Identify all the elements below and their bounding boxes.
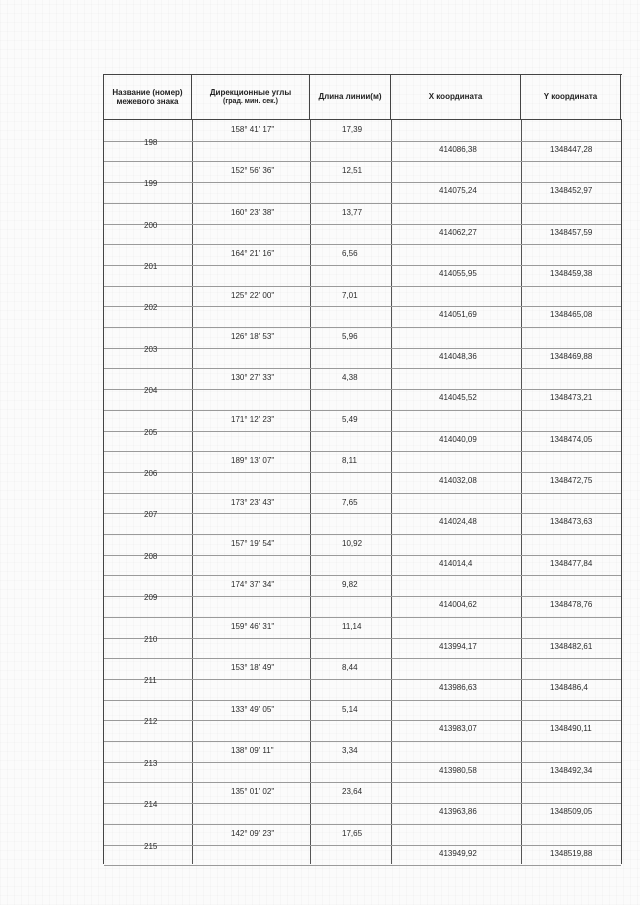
column-divider	[310, 120, 311, 864]
row-divider	[104, 161, 621, 162]
header-angles-line2: (град. мин. сек.)	[223, 97, 278, 105]
length-cell: 7,01	[342, 291, 358, 300]
angle-cell: 173° 23' 43"	[231, 498, 275, 507]
row-divider	[104, 555, 621, 556]
row-divider	[104, 679, 621, 680]
row-divider	[104, 389, 621, 390]
angle-cell: 174° 37' 34"	[231, 580, 275, 589]
x-coordinate-cell: 414062,27	[439, 228, 477, 237]
point-name-cell: 213	[144, 759, 158, 768]
y-coordinate-cell: 1348473,63	[550, 517, 593, 526]
point-name-cell: 209	[144, 593, 158, 602]
row-divider	[104, 824, 621, 825]
x-coordinate-cell: 414075,24	[439, 186, 477, 195]
y-coordinate-cell: 1348473,21	[550, 393, 593, 402]
angle-cell: 152° 56' 36"	[231, 166, 275, 175]
header-point-name-line2: межевого знака	[116, 97, 179, 106]
x-coordinate-cell: 413986,63	[439, 683, 477, 692]
y-coordinate-cell: 1348492,34	[550, 766, 593, 775]
angle-cell: 159° 46' 31"	[231, 622, 275, 631]
angle-cell: 164° 21' 16"	[231, 249, 275, 258]
x-coordinate-cell: 413949,92	[439, 849, 477, 858]
length-cell: 17,65	[342, 829, 363, 838]
length-cell: 7,65	[342, 498, 358, 507]
row-divider	[104, 286, 621, 287]
point-name-cell: 202	[144, 303, 158, 312]
header-length: Длина линии(м)	[310, 75, 391, 119]
point-name-cell: 207	[144, 510, 158, 519]
y-coordinate-cell: 1348465,08	[550, 310, 593, 319]
length-cell: 8,11	[342, 456, 357, 465]
y-coordinate-cell: 1348486,4	[550, 683, 588, 692]
row-divider	[104, 224, 621, 225]
table-body	[104, 120, 622, 864]
x-coordinate-cell: 414004,62	[439, 600, 477, 609]
length-cell: 13,77	[342, 208, 363, 217]
y-coordinate-cell: 1348457,59	[550, 228, 593, 237]
header-point-name-line1: Название (номер)	[112, 87, 183, 97]
column-divider	[192, 120, 193, 864]
row-divider	[104, 451, 621, 452]
row-divider	[104, 658, 621, 659]
row-divider	[104, 141, 621, 142]
angle-cell: 158° 41' 17"	[231, 125, 275, 134]
length-cell: 5,49	[342, 415, 358, 424]
y-coordinate-cell: 1348482,61	[550, 642, 593, 651]
y-coordinate-cell: 1348447,28	[550, 145, 593, 154]
angle-cell: 126° 18' 53"	[231, 332, 275, 341]
header-x: X координата	[391, 75, 521, 119]
length-cell: 23,64	[342, 787, 363, 796]
row-divider	[104, 845, 621, 846]
row-divider	[104, 265, 621, 266]
x-coordinate-cell: 414086,38	[439, 145, 477, 154]
row-divider	[104, 575, 621, 576]
row-divider	[104, 720, 621, 721]
point-name-cell: 215	[144, 842, 158, 851]
row-divider	[104, 803, 621, 804]
length-cell: 10,92	[342, 539, 363, 548]
x-coordinate-cell: 414032,08	[439, 476, 477, 485]
point-name-cell: 200	[144, 221, 158, 230]
angle-cell: 160° 23' 38"	[231, 208, 275, 217]
length-cell: 9,82	[342, 580, 358, 589]
y-coordinate-cell: 1348472,75	[550, 476, 593, 485]
angle-cell: 189° 13' 07"	[231, 456, 275, 465]
point-name-cell: 214	[144, 800, 158, 809]
row-divider	[104, 244, 621, 245]
x-coordinate-cell: 413980,58	[439, 766, 477, 775]
angle-cell: 130° 27' 33"	[231, 373, 275, 382]
row-divider	[104, 741, 621, 742]
angle-cell: 133° 49' 05"	[231, 705, 275, 714]
row-divider	[104, 368, 621, 369]
row-divider	[104, 493, 621, 494]
point-name-cell: 201	[144, 262, 158, 271]
column-divider	[521, 120, 522, 864]
y-coordinate-cell: 1348474,05	[550, 435, 593, 444]
x-coordinate-cell: 414014,4	[439, 559, 473, 568]
row-divider	[104, 203, 621, 204]
row-divider	[104, 410, 621, 411]
point-name-cell: 203	[144, 345, 158, 354]
row-divider	[104, 306, 621, 307]
column-divider	[391, 120, 392, 864]
y-coordinate-cell: 1348478,76	[550, 600, 593, 609]
coordinates-table	[103, 74, 622, 864]
point-name-cell: 205	[144, 428, 158, 437]
x-coordinate-cell: 414051,69	[439, 310, 477, 319]
point-name-cell: 198	[144, 138, 158, 147]
angle-cell: 171° 12' 23"	[231, 415, 275, 424]
y-coordinate-cell: 1348469,88	[550, 352, 593, 361]
y-coordinate-cell: 1348477,84	[550, 559, 593, 568]
length-cell: 5,14	[342, 705, 358, 714]
row-divider	[104, 638, 621, 639]
length-cell: 3,34	[342, 746, 358, 755]
length-cell: 17,39	[342, 125, 363, 134]
y-coordinate-cell: 1348452,97	[550, 186, 593, 195]
x-coordinate-cell: 414045,52	[439, 393, 477, 402]
length-cell: 12,51	[342, 166, 363, 175]
row-divider	[104, 472, 621, 473]
length-cell: 11,14	[342, 622, 362, 631]
row-divider	[104, 762, 621, 763]
x-coordinate-cell: 414048,36	[439, 352, 477, 361]
x-coordinate-cell: 413983,07	[439, 724, 477, 733]
length-cell: 5,96	[342, 332, 358, 341]
row-divider	[104, 182, 621, 183]
row-divider	[104, 513, 621, 514]
row-divider	[104, 596, 621, 597]
row-divider	[104, 782, 621, 783]
x-coordinate-cell: 414040,09	[439, 435, 477, 444]
row-divider	[104, 327, 621, 328]
angle-cell: 125° 22' 00"	[231, 291, 275, 300]
row-divider	[104, 865, 621, 866]
row-divider	[104, 534, 621, 535]
x-coordinate-cell: 414024,48	[439, 517, 477, 526]
length-cell: 6,56	[342, 249, 358, 258]
point-name-cell: 206	[144, 469, 158, 478]
y-coordinate-cell: 1348509,05	[550, 807, 593, 816]
header-point-name	[104, 75, 192, 119]
x-coordinate-cell: 414055,95	[439, 269, 477, 278]
y-coordinate-cell: 1348519,88	[550, 849, 593, 858]
point-name-cell: 204	[144, 386, 158, 395]
length-cell: 8,44	[342, 663, 358, 672]
x-coordinate-cell: 413994,17	[439, 642, 477, 651]
header-angles	[192, 75, 310, 119]
angle-cell: 135° 01' 02"	[231, 787, 275, 796]
angle-cell: 142° 09' 23"	[231, 829, 275, 838]
table-header	[104, 75, 622, 120]
angle-cell: 157° 19' 54"	[231, 539, 275, 548]
point-name-cell: 211	[144, 676, 157, 685]
y-coordinate-cell: 1348490,11	[550, 724, 592, 733]
point-name-cell: 208	[144, 552, 158, 561]
angle-cell: 153° 18' 49"	[231, 663, 275, 672]
header-y: Y координата	[521, 75, 621, 119]
row-divider	[104, 431, 621, 432]
point-name-cell: 212	[144, 717, 158, 726]
row-divider	[104, 348, 621, 349]
row-divider	[104, 700, 621, 701]
header-angles-line1: Дирекционные углы	[209, 88, 292, 98]
y-coordinate-cell: 1348459,38	[550, 269, 593, 278]
angle-cell: 138° 09' 11"	[231, 746, 274, 755]
row-divider	[104, 617, 621, 618]
length-cell: 4,38	[342, 373, 358, 382]
point-name-cell: 210	[144, 635, 158, 644]
x-coordinate-cell: 413963,86	[439, 807, 477, 816]
point-name-cell: 199	[144, 179, 158, 188]
